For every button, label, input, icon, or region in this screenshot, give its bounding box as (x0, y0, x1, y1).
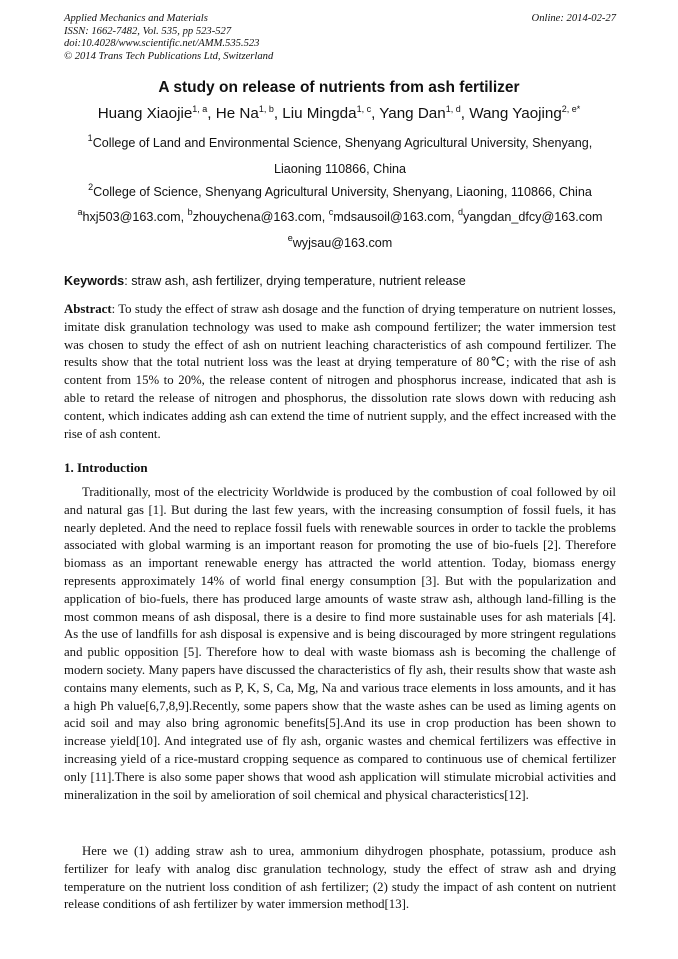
email-address[interactable]: $^a$hxj503@163.com, (77, 207, 188, 224)
email-address[interactable]: $^d$yangdan_dfcy@163.com (458, 207, 603, 224)
section-heading: 1. Introduction (64, 460, 148, 475)
keywords (64, 274, 616, 288)
email-address[interactable]: $^b$zhouychena@163.com, (187, 207, 329, 224)
author: He Na$^{1, b}$, (215, 104, 283, 122)
issn-line: ISSN: 1662-7482, Vol. 535, pp 523-527 (64, 25, 232, 37)
journal-name: Applied Mechanics and Materials (64, 13, 208, 24)
doi-line[interactable]: doi:10.4028/www.scientific.net/AMM.535.523 (64, 38, 260, 49)
author: Liu Mingda$^{1, c}$, (282, 104, 380, 122)
affiliation-2: $^2$College of Science, Shenyang Agricultural University, Shenyang, Liaoning, 110866, China (88, 182, 592, 199)
author: Yang Dan$^{1, d}$, (379, 104, 470, 122)
copyright-line: © 2014 Trans Tech Publications Ltd, Switzerland (64, 50, 274, 62)
abstract (64, 301, 616, 443)
introduction-paragraph-2: Here we (1) adding straw ash to urea, ammonium dihydrogen phosphate, potassium, produce ash fertilizer for leafy with analog disc granulation technology, study the effect of straw ash and drying temperature on the nutrient loss condition of ash fertilizer; (2) study the impact of ash content on nutrient release conditions of ash fertilizer by water immersion method[13]. (64, 844, 616, 912)
email-address[interactable]: $^e$wyjsau@163.com (287, 233, 393, 250)
paper-title: A study on release of nutrients from ash fertilizer (158, 79, 520, 96)
introduction-paragraph-1: Traditionally, most of the electricity Worldwide is produced by the combustion of coal followed by oil and natural gas [1]. But during the last few years, with the increasing consumption of fossil fuels, it has nearly depleted. And the need to replace fossil fuels with renewable sources in order to tackle the problems associated with global warming is an important reason for promoting the use of bio-fuels [2]. Therefore biomass as an important renewable energy has attracted the world attention. Today, biomass energy represents approximately 14% of world final energy consumption [3]. But with the popularization and application of bio-fuels, there has produced large amounts of waste straw ash, although land-filling is the most common means of ash disposal, there is a desire to find more sustainable uses for ash materials [4]. As the use of landfills for ash disposal is expensive and is being discouraged by more stringent regulations and public opposition [5]. Therefore how to deal with waste biomass ash is becoming the challenge of modern society. Many papers have discussed the characteristics of fly ash, their results show that waste ash contains many elements, such as P, K, S, Ca, Mg, Na and various trace elements in loss amounts, and it has a high Ph value[6,7,8,9].Recently, some papers show that the waste ashes can be used as liming agents on acid soil and may also bring agronomic benefits[5].And its use in crop production has been shown to increase yield[10]. And integrated use of fly ash, organic wastes and chemical fertilizers was effective in increasing yield of a rice-mustard cropping sequence as compared to continuous use of chemical fertilizer only [11].There is also some paper shows that wood ash application will stimulate microbial activities and mineralization in the soil by amelioration of soil chemical and physical characteristics[12]. (64, 485, 616, 802)
abstract-label: Abstract (64, 302, 112, 316)
author-list (0, 105, 678, 122)
email-list (64, 205, 616, 257)
author: Wang Yaojing$^{2, e*}$ (469, 104, 581, 122)
affiliation-1: $^1$College of Land and Environmental Science, Shenyang Agricultural University, Shenyang, Liaoning 110866, China (87, 133, 593, 176)
email-address[interactable]: $^c$mdsausoil@163.com, (328, 207, 458, 224)
keywords-label: Keywords (64, 274, 125, 288)
journal-header (64, 13, 616, 63)
online-date: Online: 2014-02-27 (531, 13, 616, 24)
author: Huang Xiaojie$^{1, a}$, (97, 104, 216, 122)
abstract-text: : To study the effect of straw ash dosage and the function of drying temperature on nutrient losses, imitate disk granulation technology was used to make ash compound fertilizer; the water immersion test was chosen to study the effect of ash on nutrient leaching characteristics of ash compound fertilizer. The results show that the total nutrient loss was the least at drying temperature of 80℃; with the rise of ash content from 15% to 20%, the release content of nitrogen and phosphorus increase, indicated that ash is able to retard the release of nitrogen and phosphorus, the dissolution rate slows down with reducing ash content, which indicates adding ash can extend the time of nutrient supply, and the effect increased with the rise of ash content. (64, 302, 616, 441)
keywords-text: : straw ash, ash fertilizer, drying temperature, nutrient release (124, 274, 466, 288)
